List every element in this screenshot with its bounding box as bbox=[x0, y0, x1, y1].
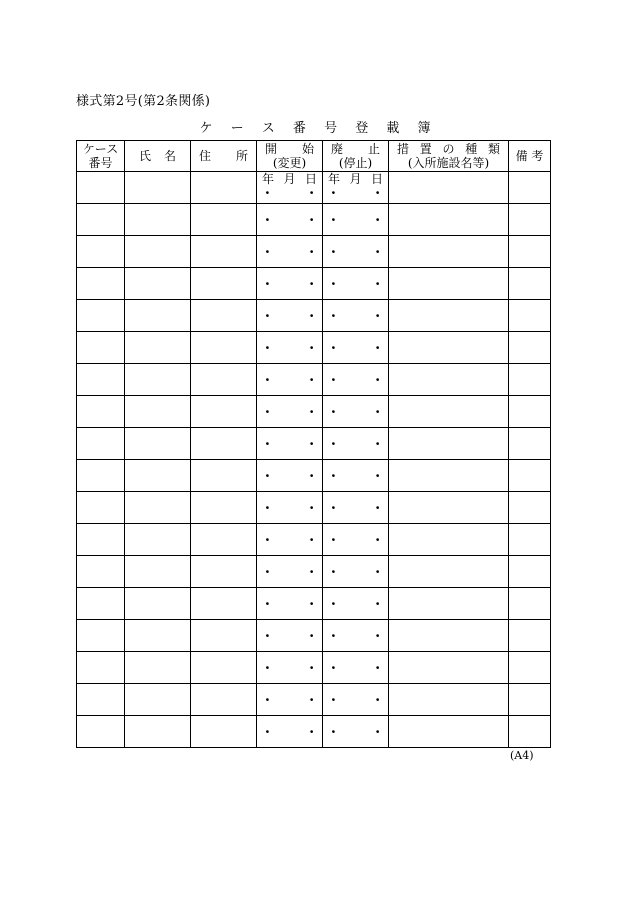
cell-remarks[interactable] bbox=[509, 524, 551, 556]
cell-address[interactable] bbox=[191, 332, 257, 364]
date-dots: ・ ・ bbox=[261, 564, 332, 579]
cell-case-number[interactable] bbox=[77, 300, 125, 332]
cell-case-number[interactable] bbox=[77, 588, 125, 620]
header-text: 置 bbox=[419, 142, 432, 156]
cell-abolish-date[interactable] bbox=[323, 460, 398, 492]
date-label-month: 月 bbox=[349, 172, 362, 186]
cell-remarks[interactable] bbox=[509, 460, 551, 492]
table-row bbox=[77, 172, 551, 204]
cell-measure-type[interactable] bbox=[389, 204, 509, 236]
date-dots: ・ ・ bbox=[261, 628, 332, 643]
date-dots: ・ ・ bbox=[261, 212, 332, 227]
cell-measure-type[interactable] bbox=[389, 716, 509, 748]
cell-name[interactable] bbox=[125, 332, 191, 364]
date-dots: ・ ・ bbox=[261, 532, 332, 547]
cell-case-number[interactable] bbox=[77, 524, 125, 556]
title-char: 簿 bbox=[417, 121, 431, 136]
cell-measure-type[interactable] bbox=[389, 300, 509, 332]
cell-start-date[interactable] bbox=[257, 556, 332, 588]
table-row bbox=[77, 396, 551, 428]
date-dots: ・ ・ bbox=[327, 692, 398, 707]
header-text: 廃 bbox=[331, 142, 344, 156]
date-dots: ・ ・ bbox=[327, 468, 398, 483]
cell-remarks[interactable] bbox=[509, 396, 551, 428]
cell-start-date[interactable] bbox=[257, 364, 332, 396]
cell-start-date[interactable] bbox=[257, 588, 332, 620]
title-char: 登 bbox=[355, 121, 369, 136]
cell-case-number[interactable] bbox=[77, 556, 125, 588]
header-text: 氏 bbox=[139, 149, 152, 163]
cell-measure-type[interactable] bbox=[389, 268, 509, 300]
date-dots: ・ ・ bbox=[261, 724, 332, 739]
date-dots: ・ ・ bbox=[327, 724, 398, 739]
header-row bbox=[77, 141, 551, 172]
cell-abolish-date[interactable] bbox=[323, 364, 398, 396]
cell-remarks[interactable] bbox=[509, 684, 551, 716]
date-dots: ・ ・ bbox=[261, 276, 332, 291]
cell-measure-type[interactable] bbox=[389, 652, 509, 684]
cell-abolish-date[interactable] bbox=[323, 396, 398, 428]
cell-case-number[interactable] bbox=[77, 652, 125, 684]
table-row bbox=[77, 204, 551, 236]
date-dots: ・ ・ bbox=[261, 244, 332, 259]
cell-case-number[interactable] bbox=[77, 492, 125, 524]
cell-measure-type[interactable] bbox=[389, 620, 509, 652]
header-text: 止 bbox=[367, 142, 380, 156]
cell-start-date[interactable] bbox=[257, 236, 332, 268]
cell-measure-type[interactable] bbox=[389, 588, 509, 620]
table-row bbox=[77, 588, 551, 620]
cell-abolish-date[interactable] bbox=[323, 556, 398, 588]
cell-start-date[interactable] bbox=[257, 300, 332, 332]
header-remarks bbox=[509, 141, 551, 172]
date-dots: ・ ・ bbox=[261, 660, 332, 675]
cell-name[interactable] bbox=[125, 716, 191, 748]
date-label-year: 年 bbox=[328, 172, 341, 186]
date-label-month: 月 bbox=[283, 172, 296, 186]
cell-abolish-date[interactable] bbox=[323, 268, 398, 300]
cell-address[interactable] bbox=[191, 268, 257, 300]
table-row bbox=[77, 300, 551, 332]
date-dots: ・ ・ bbox=[327, 628, 398, 643]
cell-start-date[interactable] bbox=[257, 716, 332, 748]
date-dots: ・ ・ bbox=[327, 436, 398, 451]
cell-name[interactable] bbox=[125, 556, 191, 588]
cell-address[interactable] bbox=[191, 172, 257, 204]
cell-remarks[interactable] bbox=[509, 204, 551, 236]
cell-start-date[interactable] bbox=[257, 652, 332, 684]
date-dots: ・ ・ bbox=[261, 308, 332, 323]
cell-case-number[interactable] bbox=[77, 460, 125, 492]
cell-case-number[interactable] bbox=[77, 396, 125, 428]
cell-address[interactable] bbox=[191, 556, 257, 588]
title-char: 載 bbox=[386, 121, 400, 136]
cell-abolish-date[interactable] bbox=[323, 428, 398, 460]
cell-start-date[interactable] bbox=[257, 396, 332, 428]
table-row bbox=[77, 524, 551, 556]
cell-case-number[interactable] bbox=[77, 716, 125, 748]
header-name bbox=[125, 141, 191, 172]
date-dots: ・ ・ bbox=[327, 372, 398, 387]
date-dots: ・ ・ bbox=[261, 596, 332, 611]
date-dots: ・ ・ bbox=[261, 404, 332, 419]
cell-remarks[interactable] bbox=[509, 492, 551, 524]
header-subtext: (停止) bbox=[338, 156, 373, 170]
date-dots: ・ ・ bbox=[261, 340, 332, 355]
date-label-day: 日 bbox=[370, 172, 383, 186]
date-dots: ・ ・ bbox=[327, 340, 398, 355]
cell-name[interactable] bbox=[125, 588, 191, 620]
cell-name[interactable] bbox=[125, 492, 191, 524]
cell-address[interactable] bbox=[191, 652, 257, 684]
table-row bbox=[77, 684, 551, 716]
register-title bbox=[0, 117, 630, 136]
table-row bbox=[77, 492, 551, 524]
date-dots: ・ ・ bbox=[327, 532, 398, 547]
cell-name[interactable] bbox=[125, 236, 191, 268]
cell-abolish-date[interactable] bbox=[323, 652, 398, 684]
title-char: ー bbox=[230, 121, 244, 136]
cell-name[interactable] bbox=[125, 620, 191, 652]
header-text: 開 bbox=[265, 142, 278, 156]
cell-remarks[interactable] bbox=[509, 556, 551, 588]
cell-start-date[interactable] bbox=[257, 492, 332, 524]
cell-measure-type[interactable] bbox=[389, 524, 509, 556]
cell-abolish-date[interactable] bbox=[323, 172, 398, 204]
date-label-day: 日 bbox=[304, 172, 317, 186]
header-text: 類 bbox=[487, 142, 500, 156]
header-text: の bbox=[442, 142, 455, 156]
cell-abolish-date[interactable] bbox=[323, 236, 398, 268]
cell-remarks[interactable] bbox=[509, 268, 551, 300]
cell-remarks[interactable] bbox=[509, 172, 551, 204]
cell-start-date[interactable] bbox=[257, 172, 332, 204]
cell-abolish-date[interactable] bbox=[323, 620, 398, 652]
cell-address[interactable] bbox=[191, 684, 257, 716]
title-char: ケ bbox=[199, 121, 213, 136]
header-text: 名 bbox=[163, 149, 176, 163]
cell-start-date[interactable] bbox=[257, 684, 332, 716]
table-row bbox=[77, 236, 551, 268]
table-row bbox=[77, 460, 551, 492]
cell-case-number[interactable] bbox=[77, 172, 125, 204]
cell-abolish-date[interactable] bbox=[323, 588, 398, 620]
cell-measure-type[interactable] bbox=[389, 684, 509, 716]
table-row bbox=[77, 652, 551, 684]
register-table bbox=[76, 140, 551, 748]
date-label-year: 年 bbox=[262, 172, 275, 186]
date-dots: ・ ・ bbox=[261, 436, 332, 451]
table-row bbox=[77, 428, 551, 460]
table-row bbox=[77, 364, 551, 396]
header-address bbox=[191, 141, 257, 172]
cell-abolish-date[interactable] bbox=[323, 492, 398, 524]
cell-measure-type[interactable] bbox=[389, 236, 509, 268]
table-row bbox=[77, 556, 551, 588]
cell-name[interactable] bbox=[125, 652, 191, 684]
table-row bbox=[77, 620, 551, 652]
header-abolish bbox=[323, 141, 389, 172]
date-dots: ・ ・ bbox=[327, 212, 398, 227]
table-row bbox=[77, 716, 551, 748]
cell-abolish-date[interactable] bbox=[323, 524, 398, 556]
cell-start-date[interactable] bbox=[257, 204, 332, 236]
cell-measure-type[interactable] bbox=[389, 332, 509, 364]
date-dots: ・ ・ bbox=[327, 186, 398, 200]
cell-case-number[interactable] bbox=[77, 204, 125, 236]
cell-abolish-date[interactable] bbox=[323, 716, 398, 748]
cell-address[interactable] bbox=[191, 716, 257, 748]
date-dots: ・ ・ bbox=[261, 372, 332, 387]
cell-abolish-date[interactable] bbox=[323, 684, 398, 716]
cell-start-date[interactable] bbox=[257, 268, 332, 300]
date-dots: ・ ・ bbox=[327, 276, 398, 291]
date-dots: ・ ・ bbox=[261, 692, 332, 707]
cell-address[interactable] bbox=[191, 428, 257, 460]
title-char: 番 bbox=[292, 121, 306, 136]
cell-measure-type[interactable] bbox=[389, 364, 509, 396]
cell-name[interactable] bbox=[125, 428, 191, 460]
cell-abolish-date[interactable] bbox=[323, 300, 398, 332]
date-dots: ・ ・ bbox=[327, 308, 398, 323]
date-dots: ・ ・ bbox=[327, 244, 398, 259]
cell-remarks[interactable] bbox=[509, 428, 551, 460]
cell-measure-type[interactable] bbox=[389, 556, 509, 588]
date-dots: ・ ・ bbox=[261, 186, 332, 200]
cell-name[interactable] bbox=[125, 524, 191, 556]
cell-case-number[interactable] bbox=[77, 620, 125, 652]
cell-address[interactable] bbox=[191, 300, 257, 332]
cell-remarks[interactable] bbox=[509, 332, 551, 364]
cell-remarks[interactable] bbox=[509, 300, 551, 332]
cell-address[interactable] bbox=[191, 236, 257, 268]
cell-remarks[interactable] bbox=[509, 716, 551, 748]
header-text: 住 bbox=[199, 149, 212, 163]
cell-start-date[interactable] bbox=[257, 460, 332, 492]
header-measure-type bbox=[389, 141, 509, 172]
cell-address[interactable] bbox=[191, 204, 257, 236]
date-dots: ・ ・ bbox=[327, 660, 398, 675]
date-dots: ・ ・ bbox=[327, 564, 398, 579]
cell-measure-type[interactable] bbox=[389, 492, 509, 524]
cell-case-number[interactable] bbox=[77, 428, 125, 460]
header-text: 番号 bbox=[88, 156, 113, 170]
cell-start-date[interactable] bbox=[257, 620, 332, 652]
header-subtext: (変更) bbox=[272, 156, 307, 170]
header-text: 種 bbox=[465, 142, 478, 156]
cell-case-number[interactable] bbox=[77, 268, 125, 300]
cell-measure-type[interactable] bbox=[389, 460, 509, 492]
table-row bbox=[77, 332, 551, 364]
cell-address[interactable] bbox=[191, 492, 257, 524]
cell-address[interactable] bbox=[191, 588, 257, 620]
table-row bbox=[77, 268, 551, 300]
header-text: 所 bbox=[235, 149, 248, 163]
cell-address[interactable] bbox=[191, 620, 257, 652]
cell-measure-type[interactable] bbox=[389, 396, 509, 428]
header-subtext: (入所施設名等) bbox=[407, 156, 490, 170]
cell-measure-type[interactable] bbox=[389, 428, 509, 460]
date-dots: ・ ・ bbox=[261, 500, 332, 515]
cell-remarks[interactable] bbox=[509, 236, 551, 268]
cell-address[interactable] bbox=[191, 396, 257, 428]
date-dots: ・ ・ bbox=[261, 468, 332, 483]
cell-abolish-date[interactable] bbox=[323, 204, 398, 236]
cell-start-date[interactable] bbox=[257, 428, 332, 460]
title-char: ス bbox=[261, 121, 275, 136]
cell-case-number[interactable] bbox=[77, 364, 125, 396]
cell-remarks[interactable] bbox=[509, 652, 551, 684]
cell-address[interactable] bbox=[191, 524, 257, 556]
cell-remarks[interactable] bbox=[509, 364, 551, 396]
cell-case-number[interactable] bbox=[77, 332, 125, 364]
cell-name[interactable] bbox=[125, 268, 191, 300]
header-text: ケース bbox=[82, 142, 119, 156]
cell-case-number[interactable] bbox=[77, 684, 125, 716]
cell-case-number[interactable] bbox=[77, 236, 125, 268]
cell-name[interactable] bbox=[125, 460, 191, 492]
form-number: 様式第2号(第2条関係) bbox=[76, 94, 211, 109]
cell-name[interactable] bbox=[125, 396, 191, 428]
cell-measure-type[interactable] bbox=[389, 172, 509, 204]
cell-address[interactable] bbox=[191, 460, 257, 492]
header-case-number bbox=[77, 141, 125, 172]
cell-start-date[interactable] bbox=[257, 524, 332, 556]
cell-abolish-date[interactable] bbox=[323, 332, 398, 364]
paper-size-label: (A4) bbox=[510, 749, 534, 762]
cell-name[interactable] bbox=[125, 204, 191, 236]
date-dots: ・ ・ bbox=[327, 404, 398, 419]
cell-address[interactable] bbox=[191, 364, 257, 396]
header-text: 始 bbox=[301, 142, 314, 156]
cell-name[interactable] bbox=[125, 300, 191, 332]
cell-remarks[interactable] bbox=[509, 588, 551, 620]
title-char: 号 bbox=[324, 121, 338, 136]
header-text: 措 bbox=[397, 142, 410, 156]
cell-name[interactable] bbox=[125, 684, 191, 716]
cell-name[interactable] bbox=[125, 172, 191, 204]
date-dots: ・ ・ bbox=[327, 500, 398, 515]
date-dots: ・ ・ bbox=[327, 596, 398, 611]
cell-name[interactable] bbox=[125, 364, 191, 396]
header-text: 備 考 bbox=[515, 149, 544, 163]
cell-remarks[interactable] bbox=[509, 620, 551, 652]
header-start bbox=[257, 141, 323, 172]
cell-start-date[interactable] bbox=[257, 332, 332, 364]
